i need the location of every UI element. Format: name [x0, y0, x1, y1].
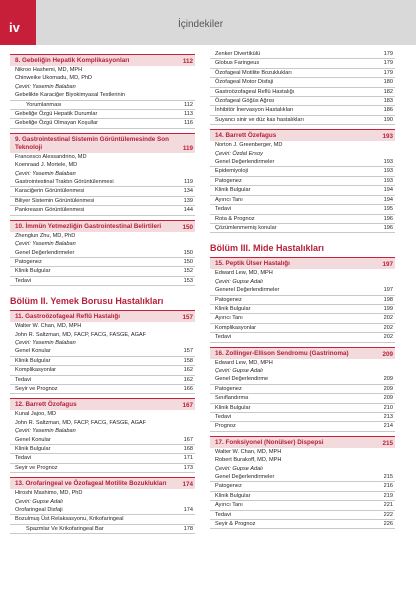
entry-page-number: 210: [383, 404, 393, 411]
toc-entry[interactable]: [210, 158, 395, 167]
toc-entry-text: Sınıflandırma: [215, 395, 249, 402]
toc-entry-text: Patogenez: [215, 296, 242, 303]
toc-entry[interactable]: [10, 277, 195, 286]
toc-entry-text: Klinik Bulgular: [15, 268, 51, 275]
toc-entry[interactable]: [10, 206, 195, 215]
entry-page-number: 150: [183, 249, 193, 256]
entry-page-number: 226: [383, 521, 393, 528]
entry-page-number: 221: [383, 502, 393, 509]
toc-entry-text: İnhibitör İnervasyon Hastalıkları: [215, 107, 294, 114]
entry-page-number: 209: [383, 395, 393, 402]
chapter-title: 8. Gebeliğin Hepatik Komplikasyonları: [15, 57, 130, 64]
toc-entry-text: Gastrointestinal Traktın Görüntülenmesi: [15, 179, 114, 186]
toc-entry[interactable]: [210, 520, 395, 529]
toc-entry[interactable]: [10, 366, 195, 375]
toc-entry-text: Tedavi: [215, 334, 232, 341]
chapter-heading[interactable]: [210, 436, 395, 448]
entry-page-number: 186: [383, 107, 393, 114]
entry-page-number: 167: [183, 436, 193, 443]
toc-entry[interactable]: [210, 482, 395, 491]
toc-entry-text: Orofaringeal Disfaji: [15, 507, 63, 514]
toc-entry[interactable]: [210, 186, 395, 195]
author-line: [10, 410, 195, 418]
translator-line-text: Çeviri: Özdal Ersoy: [215, 150, 263, 157]
chapter-title: 10. İmmün Yetmezliğin Gastrointestinal Belirtileri: [15, 222, 162, 230]
translator-line: [10, 498, 195, 506]
toc-column-left: [10, 50, 195, 534]
chapter-page-number: 150: [182, 223, 193, 231]
entry-page-number: 139: [183, 197, 193, 204]
toc-entry[interactable]: [210, 50, 395, 59]
author-line-text: John R. Saltzman, MD, FACP, FACG, FASGE, AGAF: [15, 331, 147, 338]
entry-page-number: 178: [183, 525, 193, 532]
toc-entry[interactable]: [210, 205, 395, 214]
toc-entry[interactable]: [10, 357, 195, 366]
toc-entry[interactable]: [210, 88, 395, 97]
author-line: [210, 269, 395, 277]
toc-entry-text: Globus Faringeus: [215, 60, 260, 67]
entry-page-number: 214: [383, 423, 393, 430]
toc-entry[interactable]: [10, 436, 195, 445]
author-line-text: Nikroo Hashemi, MD, MPH: [15, 67, 83, 73]
entry-page-number: 144: [183, 207, 193, 214]
translator-line: [210, 465, 395, 473]
entry-page-number: 195: [383, 206, 393, 213]
toc-entry-text: Tedavi: [215, 511, 232, 518]
toc-entry[interactable]: [10, 119, 195, 128]
toc-entry-text: Klinik Bulgular: [215, 492, 251, 499]
chapter-page-number: 174: [182, 481, 193, 489]
entry-page-number: 209: [383, 376, 393, 383]
author-line-text: Zhenglun Zhu, MD, PhD: [15, 232, 76, 239]
entry-page-number: 179: [383, 51, 393, 57]
toc-entry-text: Genel Konular: [15, 436, 51, 443]
entry-page-number: 202: [383, 324, 393, 331]
toc-entry-text: Tedavi: [215, 206, 232, 213]
toc-entry-text: Pankreasın Görüntülenmesi: [15, 207, 85, 214]
toc-entry-text: Bozulmuş Üst Relaksasyonu, Krikofaringeal: [15, 516, 124, 523]
entry-page-number: 202: [383, 315, 393, 322]
toc-entry-text: Klinik Bulgular: [215, 404, 251, 411]
section-heading: Bölüm II. Yemek Borusu Hastalıkları: [10, 296, 164, 307]
toc-entry-text: Çözümlenmemiş konular: [215, 224, 277, 231]
entry-page-number: 119: [184, 179, 193, 186]
chapter-title: 15. Peptik Ülser Hastalığı: [215, 260, 290, 268]
entry-page-number: 182: [383, 88, 393, 95]
toc-entry-text: Tedavi: [215, 414, 232, 420]
author-line: [10, 74, 195, 82]
toc-entry-text: Genel Değerlendirme: [215, 376, 269, 383]
toc-entry[interactable]: [10, 376, 195, 385]
author-line-text: Koenraad J. Mortele, MD: [15, 162, 78, 169]
chapter-heading[interactable]: [10, 133, 195, 153]
toc-entry[interactable]: [210, 333, 395, 342]
toc-entry-text: Tedavi: [15, 277, 32, 284]
toc-entry[interactable]: [210, 413, 395, 422]
entry-page-number: 112: [184, 101, 193, 108]
toc-entry[interactable]: [210, 296, 395, 305]
chapter-title: 13. Orofaringeal ve Özofageal Motilite Bozuklukları: [15, 480, 167, 488]
toc-entry[interactable]: [10, 347, 195, 356]
translator-line-text: Çeviri: Gupse Adalı: [215, 278, 263, 285]
toc-entry[interactable]: [210, 177, 395, 186]
toc-entry-text: Özofageal Motilite Bozuklukları: [215, 69, 292, 76]
toc-entry-text: Tedavi: [15, 455, 32, 462]
author-line: [210, 448, 395, 456]
toc-entry-text: Gebeliğe Özgü Hepatik Durumlar: [15, 111, 98, 118]
toc-entry-text: Ayırıcı Tanı: [215, 196, 243, 203]
author-line: [10, 66, 195, 74]
translator-line: [10, 83, 195, 91]
toc-entry-text: Ayırıcı Tanı: [215, 315, 243, 322]
entry-page-number: 134: [183, 188, 193, 195]
chapter-heading[interactable]: [210, 257, 395, 269]
translator-line-text: Çeviri: Yasemin Balaban: [15, 241, 76, 248]
toc-entry[interactable]: [210, 167, 395, 176]
toc-entry-text: Zenker Divertikülü: [215, 51, 261, 57]
toc-entry[interactable]: [10, 110, 195, 119]
entry-page-number: 199: [383, 305, 393, 312]
toc-entry-text: Patogenez: [215, 483, 242, 490]
translator-line-text: Çeviri: Yasemin Balaban: [15, 428, 76, 435]
chapter-page-number: 112: [182, 58, 193, 65]
toc-entry[interactable]: [210, 69, 395, 78]
toc-entry[interactable]: [210, 385, 395, 394]
chapter-page-number: 119: [182, 144, 193, 152]
entry-page-number: 193: [383, 168, 393, 175]
toc-entry[interactable]: [10, 249, 195, 258]
toc-entry[interactable]: [210, 215, 395, 224]
chapter-title: 9. Gastrointestinal Sistemin Görüntülemesinde Son Teknoloji: [15, 135, 169, 151]
entry-page-number: 116: [184, 120, 193, 127]
author-line: [10, 153, 195, 161]
entry-page-number: 153: [183, 277, 193, 284]
toc-entry-text: Biliyer Sistemin Görüntülenmesi: [15, 197, 95, 204]
author-line: [210, 141, 395, 149]
chapter-title: 17. Fonksiyonel (Nonülser) Dispepsi: [215, 438, 324, 446]
author-line: [10, 331, 195, 339]
translator-line-text: Çeviri: Yasemin Balaban: [15, 83, 76, 90]
toc-entry-text: Gebeliğe Özgü Olmayan Koşullar: [15, 120, 99, 127]
chapter-heading[interactable]: [10, 220, 195, 232]
translator-line: [210, 278, 395, 286]
toc-entry-text: Genel Değerlendirmeler: [15, 249, 75, 256]
toc-entry[interactable]: [10, 385, 195, 394]
entry-page-number: 190: [383, 116, 393, 123]
section-heading: Bölüm III. Mide Hastalıkları: [210, 243, 325, 254]
author-line-text: Walter W. Chan, MD, MPH: [15, 323, 82, 330]
toc-entry[interactable]: [10, 267, 195, 276]
toc-entry[interactable]: [10, 506, 195, 515]
translator-line-text: Çeviri: Gupse Adalı: [215, 367, 263, 374]
toc-entry[interactable]: [210, 196, 395, 205]
chapter-title: 11. Gastroözofageal Reflü Hastalığı: [15, 313, 120, 321]
toc-entry-text: Özofageal Göğüs Ağrısı: [215, 98, 275, 105]
author-line-text: Edward Lew, MD, MPH: [215, 359, 273, 366]
toc-entry[interactable]: [210, 59, 395, 68]
running-title: İçindekiler: [178, 19, 224, 30]
toc-entry[interactable]: [210, 501, 395, 510]
toc-entry-text: Gastroözofageal Reflü Hastalığı: [215, 88, 295, 95]
toc-entry-text: Patogenez: [15, 258, 42, 265]
entry-page-number: 202: [383, 334, 393, 341]
translator-line-text: Çeviri: Gupse Adalı: [215, 465, 263, 472]
toc-entry[interactable]: [10, 445, 195, 454]
author-line-text: Francesco Alessandrino, MD: [15, 153, 87, 160]
toc-entry[interactable]: [210, 305, 395, 314]
toc-entry[interactable]: [10, 197, 195, 206]
toc-entry-text: Karaciğerin Görüntülenmesi: [15, 188, 85, 195]
entry-page-number: 209: [383, 385, 393, 392]
toc-entry[interactable]: [210, 511, 395, 520]
toc-entry-text: Genel Değerlendirmeler: [215, 159, 275, 166]
author-line: [10, 419, 195, 427]
entry-page-number: 152: [183, 268, 193, 275]
toc-entry-text: Klinik Bulgular: [215, 305, 251, 312]
toc-entry[interactable]: [10, 454, 195, 463]
translator-line-text: Çeviri: Yasemin Balaban: [15, 170, 76, 177]
toc-entry[interactable]: [210, 375, 395, 384]
entry-page-number: 162: [183, 367, 193, 374]
entry-page-number: 197: [383, 287, 393, 294]
entry-page-number: 194: [383, 196, 393, 203]
entry-page-number: 198: [383, 296, 393, 303]
entry-page-number: 150: [183, 258, 193, 265]
author-line-text: Hiroshi Mashimo, MD, PhD: [15, 490, 83, 497]
author-line: [10, 489, 195, 497]
entry-page-number: 193: [383, 159, 393, 166]
chapter-title: 14. Barrett Özefagus: [215, 132, 277, 140]
entry-page-number: 180: [383, 79, 393, 86]
author-line: [210, 456, 395, 464]
toc-entry-text: Genel Konular: [15, 348, 51, 355]
chapter-page-number: 209: [382, 350, 393, 358]
author-line-text: Walter W. Chan, MD, MPH: [215, 448, 282, 455]
translator-line: [210, 150, 395, 158]
entry-page-number: 113: [184, 111, 193, 118]
toc-entry[interactable]: [210, 473, 395, 482]
toc-entry[interactable]: [210, 324, 395, 333]
translator-line: [10, 240, 195, 248]
chapter-heading[interactable]: [10, 54, 195, 66]
toc-entry-text: Genel Değerlendirmeler: [215, 474, 275, 481]
entry-page-number: 213: [383, 414, 393, 420]
entry-page-number: 173: [183, 464, 193, 471]
author-line-text: Edward Lew, MD, MPH: [215, 270, 273, 277]
toc-entry[interactable]: [10, 187, 195, 196]
entry-page-number: 166: [183, 385, 193, 392]
translator-line: [10, 170, 195, 178]
toc-entry[interactable]: [210, 314, 395, 323]
entry-page-number: 193: [383, 177, 393, 184]
toc-entry[interactable]: [10, 101, 195, 110]
toc-entry-text: Klinik Bulgular: [15, 446, 51, 452]
chapter-heading[interactable]: [10, 477, 195, 489]
toc-entry-text: Gebelikte Karaciğer Biyokimyasal Testlerinin: [15, 92, 125, 99]
entry-page-number: 158: [183, 357, 193, 364]
translator-line: [10, 339, 195, 347]
translator-line-text: Çeviri: Yasemin Balaban: [15, 339, 76, 346]
entry-page-number: 174: [183, 507, 193, 514]
toc-entry-text: Komplikasyonlar: [215, 324, 257, 331]
entry-page-number: 179: [383, 69, 393, 76]
page-number: iv: [0, 0, 36, 45]
entry-page-number: 196: [383, 224, 393, 231]
entry-page-number: 222: [383, 511, 393, 518]
author-line-text: Chinweike Ukomadu, MD, PhD: [15, 75, 93, 82]
entry-page-number: 157: [183, 348, 193, 355]
entry-page-number: 215: [383, 474, 393, 481]
chapter-title: 16. Zollinger-Ellison Sendromu (Gastrinoma): [215, 349, 349, 357]
toc-entry[interactable]: [10, 178, 195, 187]
toc-entry-text: Epidemiyoloji: [215, 168, 248, 175]
toc-entry-text: Ayırıcı Tanı: [215, 502, 243, 509]
toc-entry-text: Suyancı sinir ve düz kas hastalıkları: [215, 116, 304, 123]
translator-line-text: Çeviri: Gupse Adalı: [15, 498, 63, 505]
entry-page-number: 194: [383, 187, 393, 194]
chapter-heading[interactable]: [210, 129, 395, 141]
toc-entry-text: Prognoz: [215, 423, 236, 430]
entry-page-number: 168: [183, 446, 193, 452]
toc-entry[interactable]: [210, 404, 395, 413]
toc-entry-text: Yorumlanması: [26, 101, 62, 108]
author-line: [10, 322, 195, 330]
toc-entry[interactable]: [210, 106, 395, 115]
toc-entry-text: Klinik Bulgular: [215, 187, 251, 194]
toc-entry-text: Seyir & Prognoz: [215, 521, 256, 528]
toc-entry-text: Tedavi: [15, 376, 32, 383]
toc-entry[interactable]: [210, 492, 395, 501]
chapter-page-number: 197: [382, 261, 393, 269]
chapter-heading[interactable]: [210, 347, 395, 359]
author-line-text: Robert Burakoff, MD, MPH: [215, 457, 282, 464]
toc-entry-text: Klinik Bulgular: [15, 357, 51, 364]
toc-entry[interactable]: [210, 224, 395, 233]
toc-entry[interactable]: [210, 422, 395, 431]
toc-entry-text: Patogenez: [215, 385, 242, 392]
toc-entry[interactable]: [210, 78, 395, 87]
toc-entry[interactable]: [210, 97, 395, 106]
toc-column-right: [210, 50, 395, 529]
entry-page-number: 162: [183, 376, 193, 383]
toc-entry[interactable]: [10, 515, 195, 524]
entry-page-number: 196: [383, 215, 393, 222]
chapter-page-number: 215: [382, 439, 393, 447]
toc-entry-text: Generel Değerlendirmeler: [215, 287, 280, 294]
entry-page-number: 216: [383, 483, 393, 490]
chapter-page-number: 167: [182, 402, 193, 410]
toc-entry[interactable]: [10, 91, 195, 100]
author-line: [10, 161, 195, 169]
entry-page-number: 219: [383, 492, 393, 499]
toc-entry-text: Seyir ve Prognoz: [15, 464, 58, 471]
toc-entry[interactable]: [10, 464, 195, 473]
chapter-heading[interactable]: [10, 310, 195, 322]
toc-entry-text: Spazmlar Ve Krikofaringeal Bar: [26, 525, 104, 532]
author-line: [210, 359, 395, 367]
chapter-heading[interactable]: [10, 398, 195, 410]
toc-entry-text: Komplikasyonlar: [15, 367, 57, 374]
chapter-page-number: 193: [382, 133, 393, 141]
toc-entry[interactable]: [210, 116, 395, 125]
author-line-text: Kunal Jajoo, MD: [15, 411, 57, 418]
toc-entry-text: Özofageal Motor Disfaji: [215, 79, 274, 86]
toc-entry-text: Rota & Prognoz: [215, 215, 255, 222]
entry-page-number: 171: [183, 455, 193, 462]
author-line-text: Norton J. Greenberger, MD: [215, 142, 283, 149]
entry-page-number: 179: [383, 60, 393, 67]
toc-entry-text: Patogenez: [215, 177, 242, 184]
toc-entry[interactable]: [10, 525, 195, 534]
chapter-page-number: 157: [182, 314, 193, 322]
toc-entry[interactable]: [10, 258, 195, 267]
author-line: [10, 232, 195, 240]
author-line-text: John R. Saltzman, MD, FACP, FACG, FASGE, AGAF: [15, 419, 147, 426]
toc-entry-text: Seyir ve Prognoz: [15, 385, 58, 392]
entry-page-number: 183: [383, 98, 393, 105]
toc-entry[interactable]: [210, 394, 395, 403]
translator-line: [210, 367, 395, 375]
chapter-title: 12. Barrett Özofagus: [15, 401, 77, 409]
toc-entry[interactable]: [210, 286, 395, 295]
translator-line: [10, 427, 195, 435]
